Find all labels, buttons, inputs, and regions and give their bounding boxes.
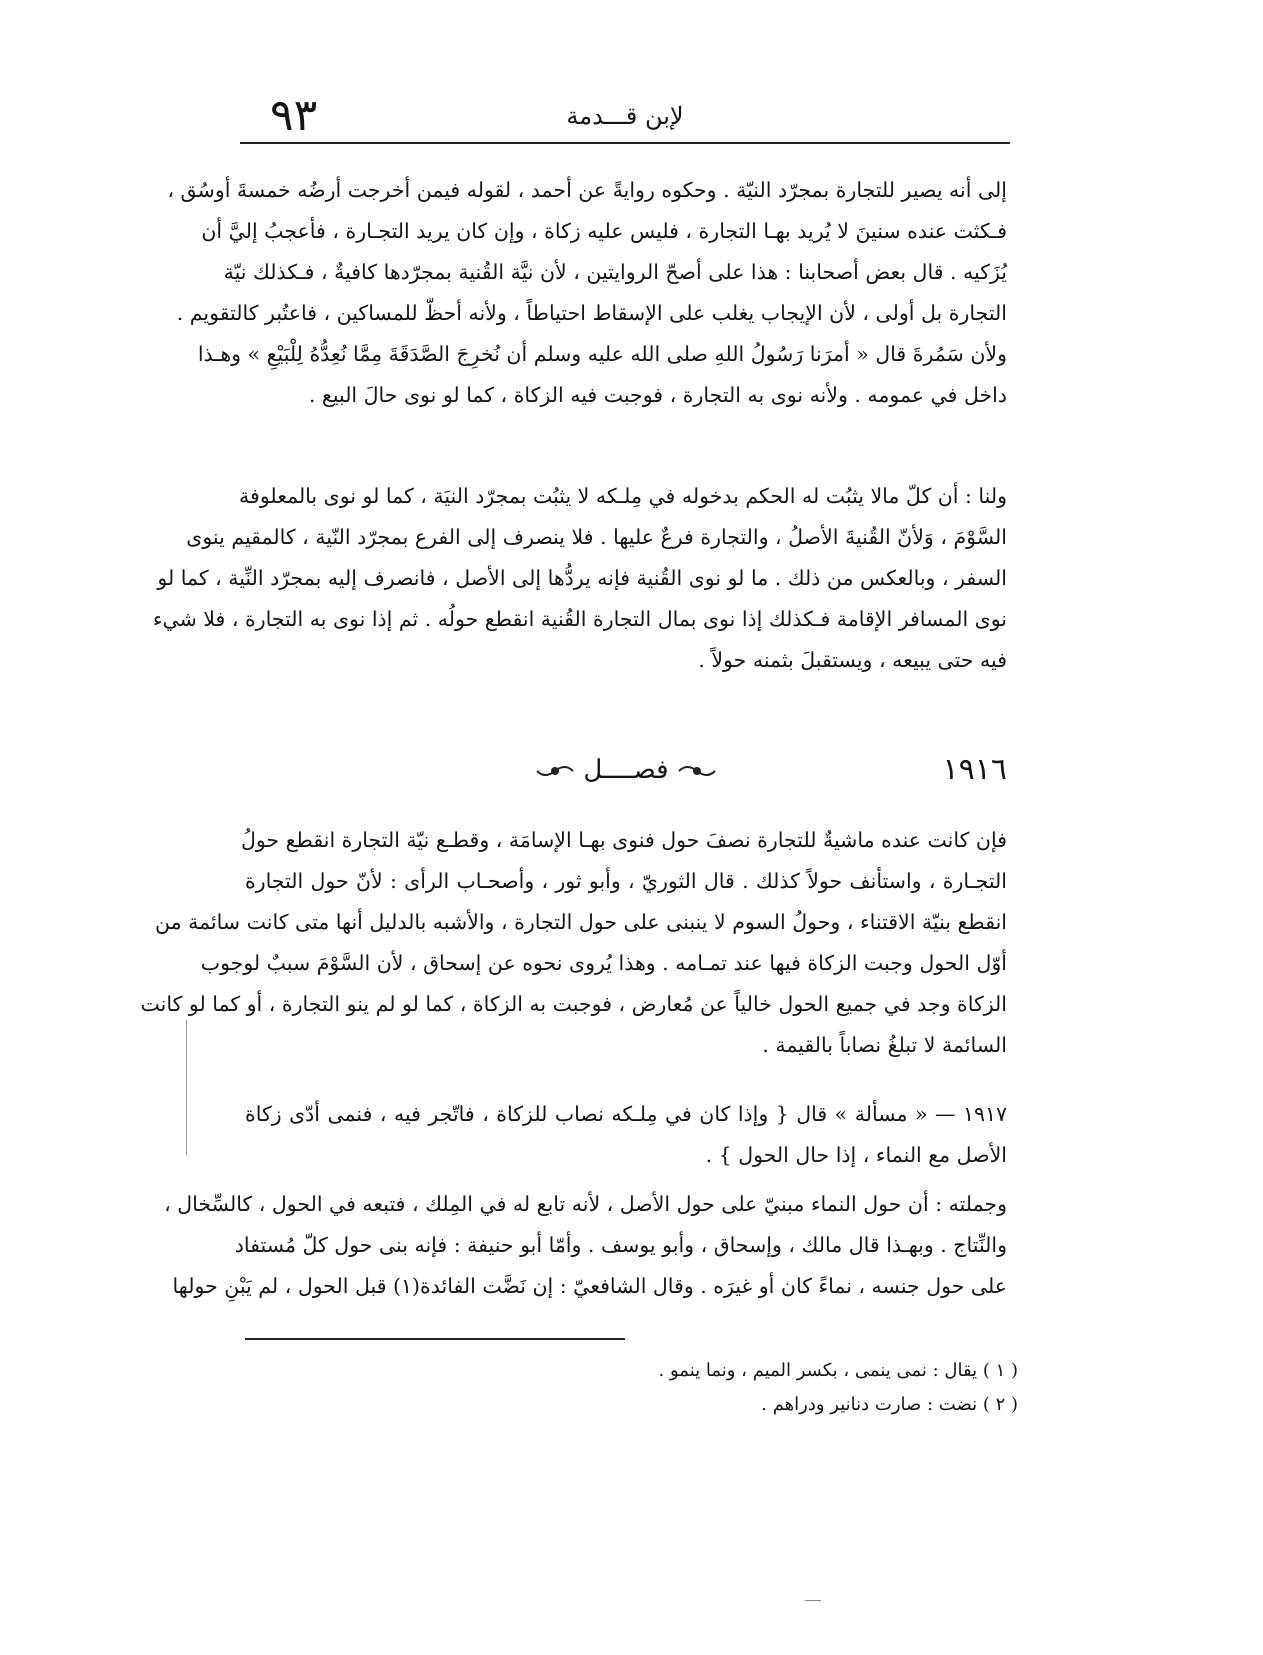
header-divider [240,142,1010,144]
text-line: نوى المسافر الإقامة فـكذلك إذا نوى بمال التجارة القُنية انقطع حولُه . ثم إذا نوى به التجارة ، فلا شيء [152,607,1007,631]
text-line: فيه حتى يبيعه ، ويستقبلَ بثمنه حولاً . [698,648,1007,672]
footnotes [518,1354,1018,1422]
text-line: إلى أنه يصير للتجارة بمجرّد النيّة . وحكوه روايةً عن أحمد ، لقوله فيمن أخرجت أرضُه خمسةَ أوسُق ، [167,178,1007,202]
text-line: وجملته : أن حول النماء مبنيّ على حول الأصل ، لأنه تابع له في المِلك ، فتبعه في الحول ، كالسِّخال ، [164,1192,1007,1216]
text-line: على حول جنسه ، نماءً كان أو غيرَه . وقال الشافعيّ : إن نَضَّت الفائدة(١) قبل الحول ، لم يَبْنِ حولها [172,1274,1007,1298]
paragraph-5 [164,1184,1007,1307]
paragraph-2 [152,476,1007,681]
text-line: ولنا : أن كلّ مالا يثبُت له الحكم بدخوله في مِلـكه لا يثبُت بمجرّد النيَة ، كما لو نوى بالمعلوفة [239,484,1007,508]
section-title-block [245,748,1007,792]
text-line: ١٩١٧ — « مسألة » قال { وإذا كان في مِلـكه نصاب للزكاة ، فاتّجر فيه ، فنمى أدّى زكاة [245,1102,1007,1126]
paragraph-1 [167,170,1007,416]
scan-mark [805,1600,821,1601]
text-line: السَّوْمَ ، وَلأنّ القُنيةَ الأصلُ ، والتجارة فرعٌ عليها . فلا ينصرف إلى الفرع بمجرّد النّية ، كالمقيم ينوى [186,525,1007,549]
scan-margin-line [186,1020,187,1155]
page-number: ٩٣ [270,90,318,141]
text-line: داخل في عمومه . ولأنه نوى به التجارة ، فوجبت فيه الزكاة ، كما لو نوى حالَ البيع . [308,383,1007,407]
paragraph-3 [140,820,1007,1066]
text-line: انقطع بنيّة الاقتناء ، وحولُ السوم لا ينبنى على حول التجارة ، والأشبه بالدليل أنها متى كانت سائمة من [155,910,1007,934]
text-line: الزكاة وجد في جميع الحول خالياً عن مُعارض ، فوجبت به الزكاة ، كما لو لم ينو التجارة ، أو كما لو كانت [140,992,1007,1016]
page-header [240,92,1010,140]
text-line: أوّل الحول وجبت الزكاة فيها عند تمـامه . وهذا يُروى نحوه عن إسحاق ، لأن السَّوْمَ سببٌ لوجوب [200,951,1007,975]
text-line: يُزَكيه . قال بعض أصحابنا : هذا على أصحّ الروايتين ، لأن نيَّة القُنية بمجرّدها كافيةٌ ، فـكذلك نيّة [223,260,1007,284]
text-line: الأصل مع النماء ، إذا حال الحول } . [705,1143,1007,1167]
text-line: فـكثت عنده سنينَ لا يُريد بهـا التجارة ، فليس عليه زكاة ، وإن كان يريد التجـارة ، فأعجبُ إليَّ أن [201,219,1007,243]
masala-paragraph [245,1094,1007,1176]
text-line: فإن كانت عنده ماشيةٌ للتجارة نصفَ حول فنوى بهـا الإسامَة ، وقطـع نيّة التجارة انقطع حولُ [240,828,1007,852]
footnote-1: ( ١ ) يقال : نمى ينمى ، بكسر الميم ، ونما ينمو . [658,1360,1018,1381]
text-line: التجارة بل أولى ، لأن الإيجاب يغلب على الإسقاط احتياطاً ، ولأنه أحظّ للمساكين ، فاعتُبر كالتقويم . [176,301,1007,325]
text-line: التجـارة ، واستأنف حولاً كذلك . قال الثوريّ ، وأبو ثور ، وأصحـاب الرأى : لأنّ حول التجارة [245,869,1007,893]
text-line: السائمة لا تبلغُ نصاباً بالقيمة . [762,1033,1007,1057]
footnote-2: ( ٢ ) نضت : صارت دنانير ودراهم . [761,1394,1018,1415]
text-line: والنِّتاج . وبهـذا قال مالك ، وإسحاق ، وأبو يوسف . وأمّا أبو حنيفة : فإنه بنى حول كلّ مُستفاد [234,1233,1007,1257]
footnote-divider [245,1338,625,1340]
section-title: فصــــل [583,755,669,785]
running-title: لإبن قـــدمة [566,102,684,130]
ornament-icon [677,762,717,780]
ornament-icon [535,762,575,780]
section-number: ١٩١٦ [942,752,1007,787]
text-line: ولأن سَمُرةَ قال « أمرَنا رَسُولُ اللهِ صلى الله عليه وسلم أن نُخرِجَ الصَّدَقَةَ مِمَّا نُعِدُّهُ لِلْبَيْعِ » وهـذا [197,342,1007,366]
section-heading [245,748,1007,792]
text-line: السفر ، وبالعكس من ذلك . ما لو نوى القُنية فإنه يردُّها إلى الأصل ، فانصرف إليه بمجرّد النِّية ، كما لو [157,566,1007,590]
